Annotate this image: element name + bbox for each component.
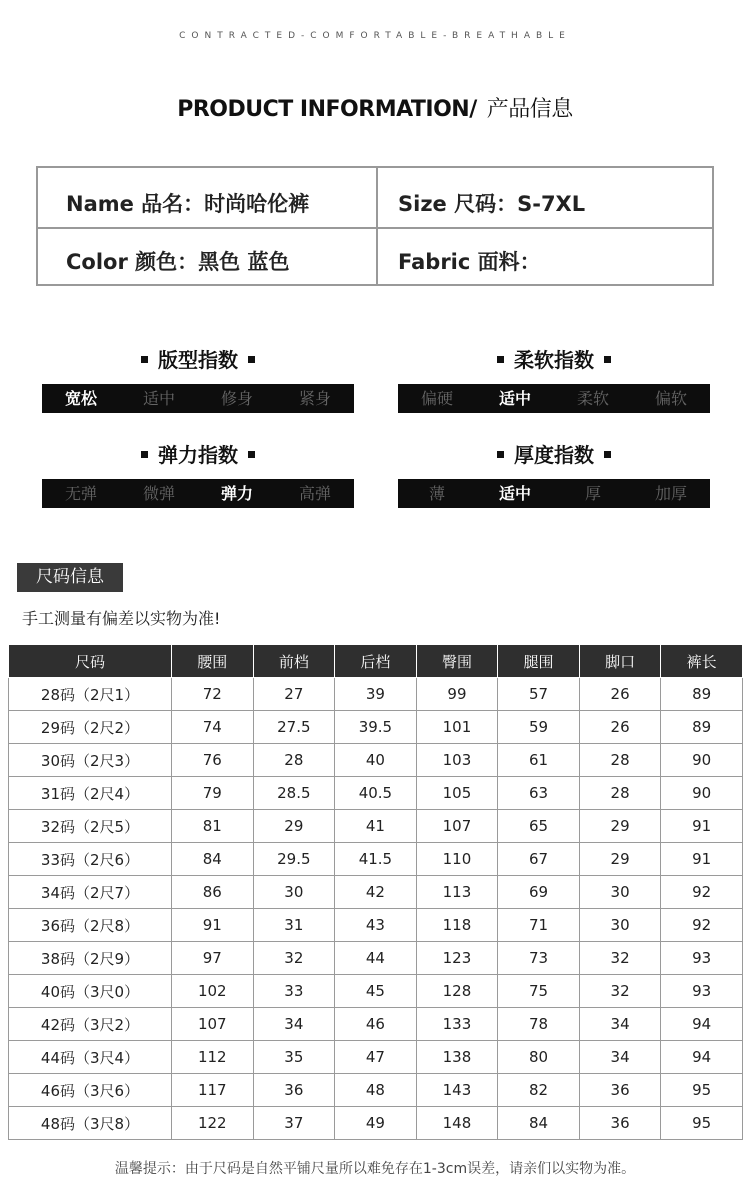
- table-cell: 57: [498, 678, 580, 711]
- index-option: 微弹: [142, 484, 175, 503]
- table-cell: 36: [253, 1074, 335, 1107]
- table-cell: 89: [661, 711, 743, 744]
- table-cell: 143: [416, 1074, 498, 1107]
- index-option: 弹力: [220, 484, 253, 503]
- table-cell: 42码（3尺2）: [9, 1008, 172, 1041]
- table-cell: 26: [579, 711, 661, 744]
- index-option: 薄: [428, 484, 445, 503]
- table-cell: 32: [579, 942, 661, 975]
- table-cell: 45: [335, 975, 417, 1008]
- table-cell: 118: [416, 909, 498, 942]
- table-cell: 63: [498, 777, 580, 810]
- table-cell: 76: [172, 744, 254, 777]
- table-cell: 81: [172, 810, 254, 843]
- table-row: [9, 1107, 743, 1140]
- table-cell: 93: [661, 975, 743, 1008]
- table-cell: 30: [579, 909, 661, 942]
- table-row: [9, 1008, 743, 1041]
- index-title-label: 版型指数: [158, 348, 238, 372]
- table-cell: 33: [253, 975, 335, 1008]
- table-cell: 79: [172, 777, 254, 810]
- table-cell: 110: [416, 843, 498, 876]
- table-cell: 37: [253, 1107, 335, 1140]
- table-row: [9, 777, 743, 810]
- table-cell: 91: [661, 810, 743, 843]
- tagline: CONTRACTED-COMFORTABLE-BREATHABLE: [179, 31, 571, 41]
- table-cell: 40.5: [335, 777, 417, 810]
- table-row: [9, 744, 743, 777]
- title-en: PRODUCT INFORMATION/: [177, 97, 477, 122]
- table-cell: 113: [416, 876, 498, 909]
- square-bullet-icon: [497, 356, 504, 363]
- thickness-index-title: [398, 439, 710, 468]
- table-cell: 95: [661, 1107, 743, 1140]
- table-cell: 72: [172, 678, 254, 711]
- title-cn: 产品信息: [486, 97, 573, 122]
- table-cell: 97: [172, 942, 254, 975]
- index-option: 适中: [142, 389, 175, 408]
- index-option: 加厚: [654, 484, 687, 503]
- table-cell: 29: [579, 843, 661, 876]
- table-cell: 80: [498, 1041, 580, 1074]
- table-cell: 48码（3尺8）: [9, 1107, 172, 1140]
- index-title-label: 厚度指数: [514, 443, 594, 467]
- table-cell: 90: [661, 777, 743, 810]
- table-cell: 148: [416, 1107, 498, 1140]
- table-cell: 102: [172, 975, 254, 1008]
- table-cell: 41: [335, 810, 417, 843]
- table-cell: 43: [335, 909, 417, 942]
- table-row: [9, 942, 743, 975]
- table-cell: 40: [335, 744, 417, 777]
- column-header: 前档: [253, 645, 335, 678]
- table-cell: 99: [416, 678, 498, 711]
- table-cell: 28: [253, 744, 335, 777]
- table-cell: 29: [253, 810, 335, 843]
- index-title-label: 柔软指数: [514, 348, 594, 372]
- table-cell: 48: [335, 1074, 417, 1107]
- index-option: 宽松: [64, 389, 97, 408]
- table-cell: 93: [661, 942, 743, 975]
- table-cell: 34码（2尺7）: [9, 876, 172, 909]
- table-cell: 73: [498, 942, 580, 975]
- table-cell: 35: [253, 1041, 335, 1074]
- table-cell: 30: [579, 876, 661, 909]
- info-size: Size 尺码：S-7XL: [398, 192, 586, 216]
- table-cell: 38码（2尺9）: [9, 942, 172, 975]
- table-cell: 75: [498, 975, 580, 1008]
- index-title-label: 弹力指数: [158, 443, 238, 467]
- table-cell: 71: [498, 909, 580, 942]
- table-cell: 29.5: [253, 843, 335, 876]
- square-bullet-icon: [141, 451, 148, 458]
- divider: [376, 168, 378, 284]
- table-cell: 41.5: [335, 843, 417, 876]
- column-header: 后档: [335, 645, 417, 678]
- table-cell: 128: [416, 975, 498, 1008]
- table-cell: 84: [172, 843, 254, 876]
- index-option: 偏软: [654, 389, 687, 408]
- table-cell: 36: [579, 1074, 661, 1107]
- column-header: 裤长: [661, 645, 743, 678]
- fit-index-bar: [42, 384, 354, 413]
- size-table: [8, 644, 743, 1140]
- table-cell: 103: [416, 744, 498, 777]
- table-row: [9, 711, 743, 744]
- table-cell: 34: [579, 1041, 661, 1074]
- table-cell: 69: [498, 876, 580, 909]
- table-header-row: [9, 645, 743, 678]
- column-header: 臀围: [416, 645, 498, 678]
- thickness-index-bar: [398, 479, 710, 508]
- table-cell: 49: [335, 1107, 417, 1140]
- square-bullet-icon: [604, 356, 611, 363]
- table-cell: 91: [172, 909, 254, 942]
- table-row: [9, 876, 743, 909]
- table-cell: 30: [253, 876, 335, 909]
- column-header: 腰围: [172, 645, 254, 678]
- table-cell: 82: [498, 1074, 580, 1107]
- stretch-index-title: [42, 439, 354, 468]
- info-fabric: Fabric 面料：: [398, 250, 541, 274]
- column-header: 尺码: [9, 645, 172, 678]
- table-cell: 138: [416, 1041, 498, 1074]
- square-bullet-icon: [604, 451, 611, 458]
- table-row: [9, 678, 743, 711]
- softness-index-title: [398, 344, 710, 373]
- table-cell: 46码（3尺6）: [9, 1074, 172, 1107]
- softness-index-bar: [398, 384, 710, 413]
- table-cell: 36码（2尺8）: [9, 909, 172, 942]
- table-cell: 65: [498, 810, 580, 843]
- footer-note: 温馨提示：由于尺码是自然平铺尺量所以难免存在1-3cm误差，请亲们以实物为准。: [114, 1161, 636, 1177]
- table-cell: 32: [579, 975, 661, 1008]
- table-cell: 27.5: [253, 711, 335, 744]
- table-cell: 61: [498, 744, 580, 777]
- column-header: 脚口: [579, 645, 661, 678]
- table-cell: 39.5: [335, 711, 417, 744]
- table-cell: 105: [416, 777, 498, 810]
- table-cell: 94: [661, 1008, 743, 1041]
- table-row: [9, 909, 743, 942]
- divider: [38, 227, 712, 229]
- table-row: [9, 1041, 743, 1074]
- table-cell: 28: [579, 777, 661, 810]
- square-bullet-icon: [248, 356, 255, 363]
- table-cell: 86: [172, 876, 254, 909]
- stretch-index-bar: [42, 479, 354, 508]
- table-cell: 122: [172, 1107, 254, 1140]
- table-cell: 91: [661, 843, 743, 876]
- table-cell: 34: [253, 1008, 335, 1041]
- index-option: 修身: [220, 389, 253, 408]
- table-cell: 29: [579, 810, 661, 843]
- table-cell: 36: [579, 1107, 661, 1140]
- table-cell: 95: [661, 1074, 743, 1107]
- index-option: 柔软: [576, 389, 609, 408]
- table-cell: 94: [661, 1041, 743, 1074]
- index-option: 偏硬: [420, 389, 453, 408]
- table-cell: 28码（2尺1）: [9, 678, 172, 711]
- square-bullet-icon: [141, 356, 148, 363]
- table-cell: 123: [416, 942, 498, 975]
- table-cell: 42: [335, 876, 417, 909]
- table-row: [9, 810, 743, 843]
- index-option: 适中: [498, 484, 531, 503]
- table-cell: 31码（2尺4）: [9, 777, 172, 810]
- table-cell: 101: [416, 711, 498, 744]
- table-cell: 92: [661, 909, 743, 942]
- table-cell: 84: [498, 1107, 580, 1140]
- table-cell: 32码（2尺5）: [9, 810, 172, 843]
- table-cell: 112: [172, 1041, 254, 1074]
- table-cell: 67: [498, 843, 580, 876]
- table-cell: 74: [172, 711, 254, 744]
- table-cell: 28.5: [253, 777, 335, 810]
- table-cell: 39: [335, 678, 417, 711]
- measurement-note: 手工测量有偏差以实物为准!: [22, 609, 221, 628]
- table-cell: 107: [172, 1008, 254, 1041]
- table-row: [9, 843, 743, 876]
- table-row: [9, 975, 743, 1008]
- table-cell: 27: [253, 678, 335, 711]
- table-cell: 92: [661, 876, 743, 909]
- index-option: 无弹: [64, 484, 97, 503]
- index-option: 紧身: [298, 389, 331, 408]
- table-cell: 47: [335, 1041, 417, 1074]
- table-cell: 26: [579, 678, 661, 711]
- table-cell: 89: [661, 678, 743, 711]
- size-info-label: 尺码信息: [17, 563, 123, 592]
- fit-index-title: [42, 344, 354, 373]
- info-name: Name 品名：时尚哈伦裤: [66, 192, 310, 216]
- table-cell: 59: [498, 711, 580, 744]
- table-cell: 30码（2尺3）: [9, 744, 172, 777]
- column-header: 腿围: [498, 645, 580, 678]
- table-cell: 46: [335, 1008, 417, 1041]
- table-cell: 107: [416, 810, 498, 843]
- index-option: 适中: [498, 389, 531, 408]
- square-bullet-icon: [248, 451, 255, 458]
- table-cell: 40码（3尺0）: [9, 975, 172, 1008]
- table-row: [9, 1074, 743, 1107]
- index-option: 高弹: [298, 484, 331, 503]
- table-cell: 33码（2尺6）: [9, 843, 172, 876]
- table-cell: 32: [253, 942, 335, 975]
- index-option: 厚: [584, 484, 601, 503]
- product-info-table: [36, 166, 714, 286]
- table-cell: 29码（2尺2）: [9, 711, 172, 744]
- table-cell: 44: [335, 942, 417, 975]
- table-cell: 133: [416, 1008, 498, 1041]
- table-cell: 31: [253, 909, 335, 942]
- table-cell: 34: [579, 1008, 661, 1041]
- table-cell: 28: [579, 744, 661, 777]
- table-cell: 44码（3尺4）: [9, 1041, 172, 1074]
- table-cell: 117: [172, 1074, 254, 1107]
- info-color: Color 颜色：黑色 蓝色: [66, 250, 290, 274]
- table-cell: 90: [661, 744, 743, 777]
- square-bullet-icon: [497, 451, 504, 458]
- page-title: [0, 92, 750, 123]
- table-cell: 78: [498, 1008, 580, 1041]
